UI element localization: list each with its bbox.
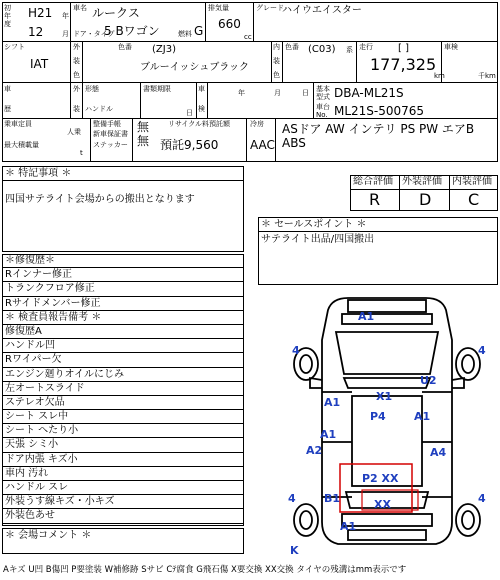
int-color-char-1: 内 — [273, 43, 280, 51]
exterior-char-1: 外 — [73, 85, 80, 93]
month-value: 12 — [28, 25, 44, 39]
maintenance-label: 整備手帳 — [93, 120, 121, 128]
interior-score-label: 内装評価 — [452, 176, 492, 187]
displacement-label: 排気量 — [208, 4, 229, 12]
inspector-item: ハンドル スレ — [2, 481, 244, 495]
max-load-label: 最大積載量 — [4, 141, 39, 149]
door-type: 5 Bワゴン — [104, 24, 160, 38]
mark-4-rear-left: 4 — [288, 492, 296, 505]
mark-k: K — [290, 544, 299, 557]
doc-day-label: 日 — [186, 109, 193, 117]
int-color-char-2: 装 — [273, 57, 280, 65]
ext-color-char-3: 色 — [73, 71, 80, 79]
capacity-label: 乗車定員 — [4, 120, 32, 128]
mark-a2: A2 — [306, 444, 323, 457]
new-car-value: 無 — [137, 134, 150, 148]
mileage-label: 走行 — [359, 43, 373, 51]
max-load-unit: t — [80, 149, 83, 157]
frame-label: 車台No. — [316, 103, 330, 119]
shape-label: 形態 — [85, 85, 99, 93]
exterior-char-2: 装 — [73, 105, 80, 113]
aircon-label: 冷房 — [250, 120, 264, 128]
chassis-label: 基本型式 — [316, 85, 330, 101]
recycle-label: リサイクル料預託額 — [168, 120, 231, 128]
mileage-value: 177,325 — [370, 55, 437, 74]
grade-label: グレード — [256, 4, 284, 12]
ext-color-char-1: 外 — [73, 43, 80, 51]
mark-4-front-right: 4 — [478, 344, 486, 357]
inspector-item: 天張 シミ小 — [2, 438, 244, 452]
month-label: 月 — [274, 89, 281, 97]
repair-title: ＊修復歴＊ — [2, 254, 244, 268]
inspector-item: シート スレ中 — [2, 410, 244, 424]
int-color-code-label: 色番 — [285, 43, 299, 51]
int-color-char-3: 色 — [273, 71, 280, 79]
int-color-code: (C03) — [308, 44, 336, 55]
special-notes-title: ＊ 特記事項 ＊ — [5, 168, 72, 179]
new-car-label: 新車保証書 — [93, 130, 128, 138]
mark-a1-left-rear: A1 — [320, 428, 337, 441]
displacement-unit: cc — [244, 33, 252, 41]
car-damage-diagram — [276, 292, 498, 564]
sticker-label: ステッカー — [93, 141, 128, 149]
capacity-unit: 人乗 — [67, 128, 81, 136]
inspector-item: 修復歴A — [2, 325, 244, 339]
mark-p2-xx: P2 XX — [362, 472, 399, 485]
repair-item: Rインナー修正 — [2, 268, 244, 282]
mark-4-rear-right: 4 — [478, 492, 486, 505]
inspector-item: エンジン廻りオイルにじみ — [2, 368, 244, 382]
mark-b1: B1 — [324, 492, 341, 505]
sales-point-title: ＊ セールスポイント ＊ — [261, 219, 367, 230]
color-name: ブルーイッシュブラック — [140, 62, 249, 73]
frame-no: ML21S-500765 — [334, 104, 425, 118]
mark-a1-rear: A1 — [340, 520, 357, 533]
mark-a1-left-door: A1 — [324, 396, 341, 409]
shift-label: シフト — [4, 43, 25, 51]
car-history-char-2: 歴 — [4, 105, 11, 113]
inspector-item: ドア内張 キズ小 — [2, 453, 244, 467]
mark-4-front-left: 4 — [292, 344, 300, 357]
grade-value: ハイウエイスター — [282, 5, 362, 16]
interior-score: C — [468, 190, 480, 209]
inspector-item: ステレオ欠品 — [2, 396, 244, 410]
car-history-char-1: 車 — [4, 85, 11, 93]
color-code-label: 色番 — [118, 43, 132, 51]
inspection-label: 車検 — [444, 43, 458, 51]
year-unit: 年 — [62, 12, 69, 20]
int-color-kanji: 系 — [346, 46, 353, 54]
mileage-bracket: [ ] — [398, 43, 409, 54]
exterior-score-label: 外装評価 — [402, 176, 442, 187]
fuel-label: 燃料 — [178, 30, 192, 38]
venue-comment-title: ＊ 会場コメント ＊ — [5, 530, 92, 541]
legend-text: Aキズ U凹 B傷凹 P要塗装 W補修跡 Sサビ Cﾃ腐食 G飛石傷 X要交換 XX交換 タイヤの残溝はmm表示です — [3, 565, 407, 575]
sales-point-text: サテライト出品/四国搬出 — [261, 234, 375, 245]
car-name-label: 車名 — [73, 4, 87, 12]
displacement-value: 660 — [218, 17, 241, 31]
model-code: DBA-ML21S — [334, 86, 404, 100]
inspector-item: シート へたり小 — [2, 424, 244, 438]
mileage-unit: km — [434, 72, 445, 80]
door-type-label: ドア・タイプ — [73, 30, 115, 38]
exterior-score: D — [419, 190, 432, 209]
doc-deadline-label: 書類期限 — [143, 85, 171, 93]
color-code: (ZJ3) — [152, 44, 176, 55]
repair-item: Rサイドメンバー修正 — [2, 297, 244, 311]
overall-score: R — [369, 190, 381, 209]
special-notes-text: 四国サテライト会場からの搬出となります — [5, 194, 195, 205]
mark-a4: A4 — [430, 446, 447, 459]
mark-a1-front: A1 — [358, 310, 375, 323]
right-char-1: 車 — [198, 85, 205, 93]
year-label: 年 — [238, 89, 245, 97]
inspector-item: 車内 汚れ — [2, 467, 244, 481]
inspector-item: ハンドル凹 — [2, 339, 244, 353]
inspector-item: 外装色あせ — [2, 509, 244, 523]
inspector-title: ＊ 検査員報告備考 ＊ — [2, 311, 244, 325]
shift-value: IAT — [30, 57, 49, 71]
mark-a1-right-door: A1 — [414, 410, 431, 423]
month-unit: 月 — [62, 30, 69, 38]
maintenance-value: 無 — [137, 120, 150, 134]
right-char-2: 検 — [198, 105, 205, 113]
equipment-value: ASドア AW インテリ PS PW エアB ABS — [282, 122, 475, 150]
inspector-item: Rワイパー欠 — [2, 353, 244, 367]
mark-xx-rear: XX — [374, 498, 391, 511]
day-label: 日 — [302, 89, 309, 97]
inspector-item: 左オートスライド — [2, 382, 244, 396]
mark-u2: U2 — [420, 374, 437, 387]
recycle-value: 預託9,560 — [160, 138, 219, 152]
mark-p4-roof: P4 — [370, 410, 386, 423]
repair-list — [2, 254, 244, 524]
mileage-unit-thousand: 千km — [478, 72, 496, 80]
car-name: ルークス — [92, 6, 140, 20]
handle-label: ハンドル — [85, 105, 113, 113]
mark-x1: X1 — [376, 390, 393, 403]
repair-item: トランクフロア修正 — [2, 282, 244, 296]
aircon-value: AAC — [250, 138, 275, 152]
first-reg-label: 初年度 — [4, 4, 11, 28]
fuel-value: G — [194, 24, 204, 38]
overall-score-label: 総合評価 — [353, 176, 393, 187]
year-value: H21 — [28, 6, 53, 20]
ext-color-char-2: 装 — [73, 57, 80, 65]
inspector-item: 外装うす線キズ・小キズ — [2, 495, 244, 509]
